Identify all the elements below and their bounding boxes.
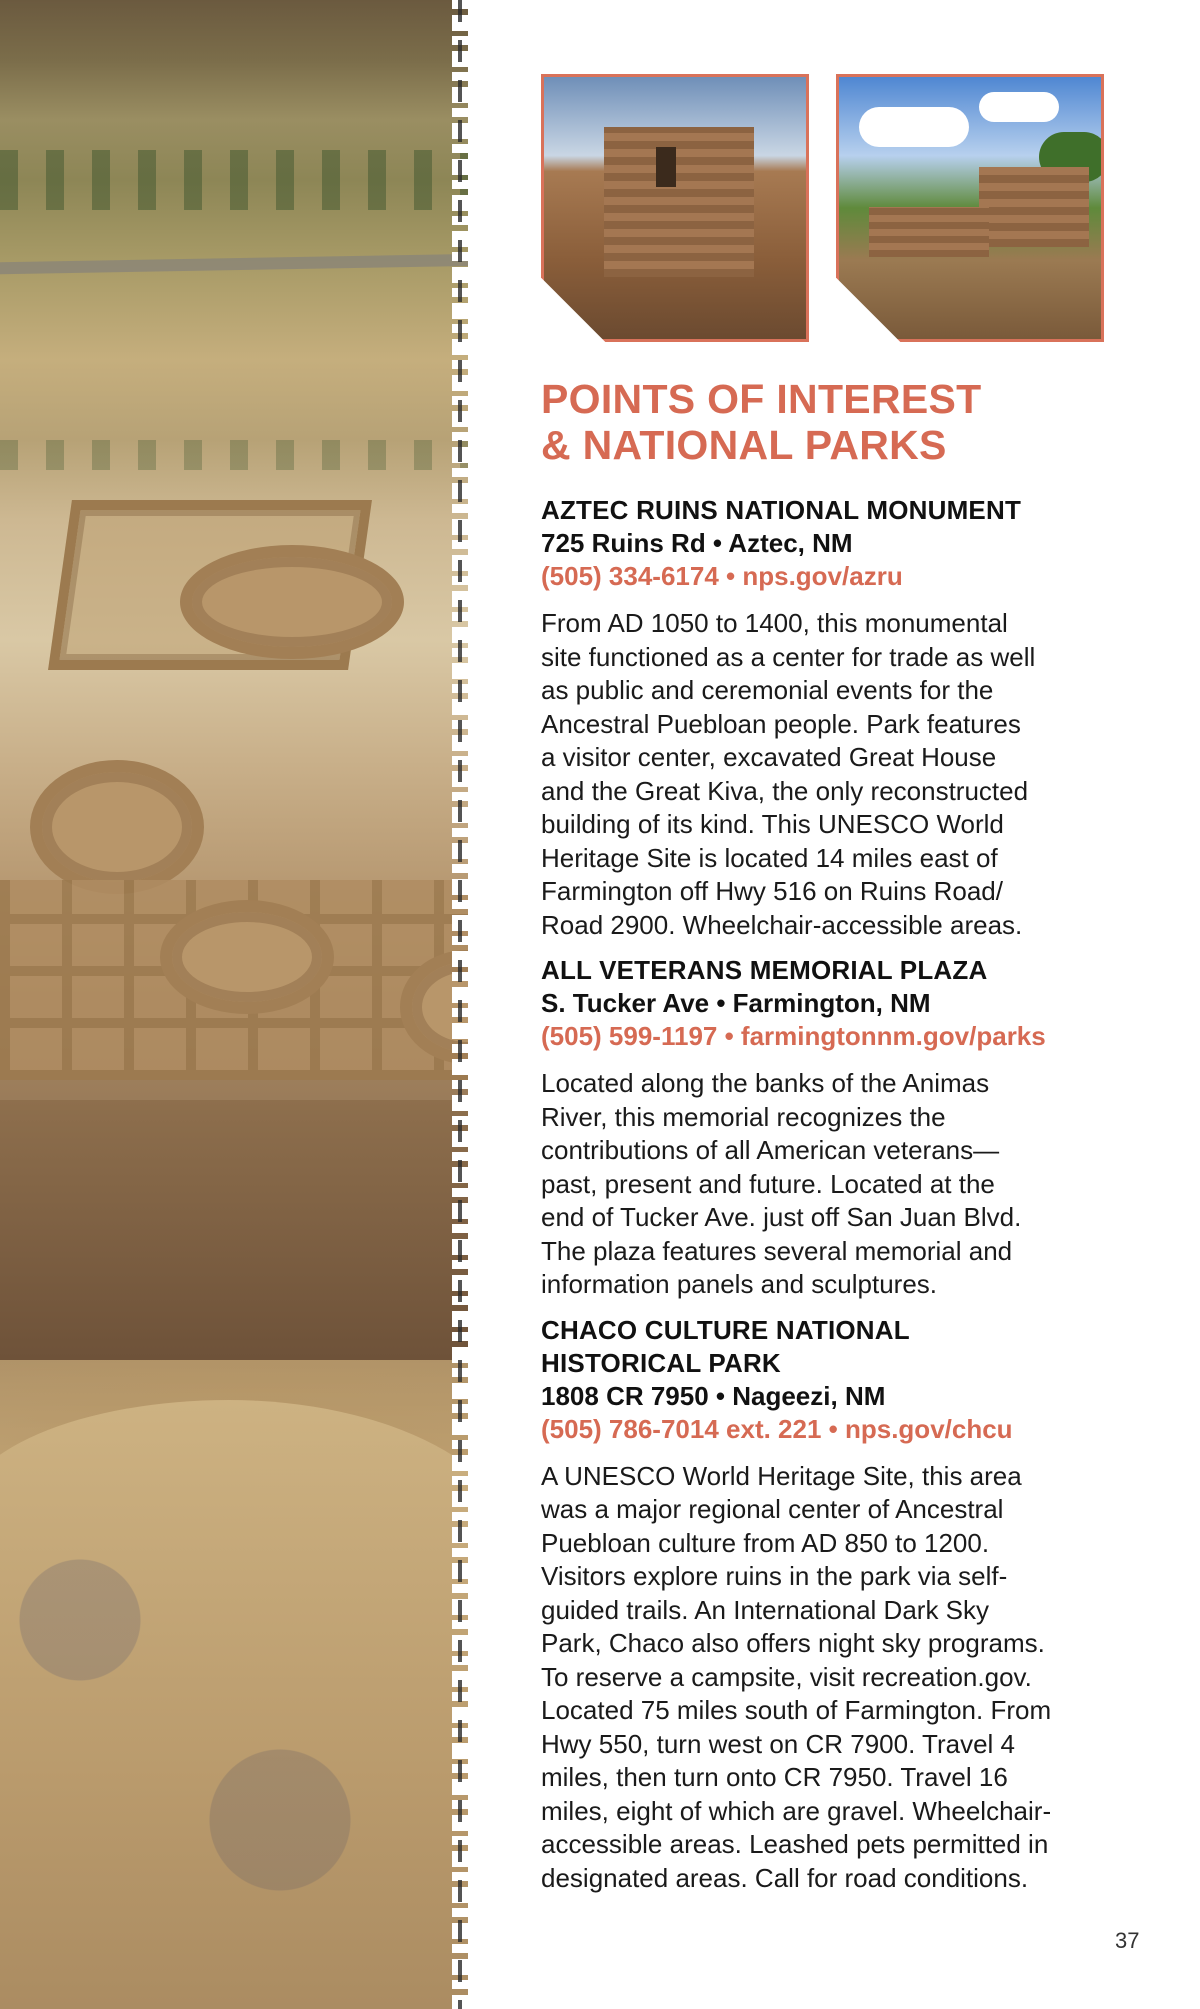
description-line: Located 75 miles south of Farmington. From (541, 1695, 1052, 1725)
description-line: miles, eight of which are gravel. Wheelchair- (541, 1795, 1052, 1826)
cloud (979, 92, 1059, 122)
listing-description (541, 1460, 1161, 1896)
stone-wall (979, 167, 1089, 247)
description-line: information panels and sculptures. (541, 1269, 938, 1299)
description-line: building of its kind. This UNESCO World (541, 809, 1004, 839)
doorway (656, 147, 676, 187)
listing-veterans-plaza (541, 954, 1161, 1302)
listing-description (541, 1067, 1161, 1302)
description-line: Hwy 550, turn west on CR 7900. Travel 4 (541, 1728, 1016, 1759)
kiva (30, 760, 204, 894)
page-number: 37 (1115, 1928, 1140, 1953)
description-line: a visitor center, excavated Great House (541, 742, 997, 772)
description-line: Puebloan culture from AD 850 to 1200. (541, 1527, 990, 1558)
shrub-row (0, 440, 468, 470)
great-kiva (180, 545, 404, 659)
description-line: River, this memorial recognizes the (541, 1101, 946, 1132)
section-heading-line: POINTS OF INTEREST (541, 376, 982, 422)
cliff-wall (0, 1100, 468, 1360)
description-line: From AD 1050 to 1400, this monumental (541, 608, 1008, 638)
listing-title-line: HISTORICAL PARK (541, 1347, 781, 1378)
description-line: The plaza features several memorial and (541, 1235, 1013, 1266)
description-line: site functioned as a center for trade as well (541, 641, 1036, 672)
description-line: end of Tucker Ave. just off San Juan Blvd. (541, 1202, 1022, 1232)
road-strip (0, 253, 468, 274)
description-line: Road 2900. Wheelchair-accessible areas. (541, 909, 1023, 940)
description-line: accessible areas. Leashed pets permitted in (541, 1829, 1049, 1859)
description-line: was a major regional center of Ancestral (541, 1494, 1004, 1524)
listing-title (541, 494, 1161, 527)
description-line: designated areas. Call for road conditions. (541, 1862, 1029, 1893)
description-line: miles, then turn onto CR 7950. Travel 16 (541, 1762, 1008, 1792)
listing-contact: (505) 599-1197 • farmingtonnm.gov/parks (541, 1021, 1046, 1051)
listing-aztec-ruins (541, 494, 1161, 942)
description-line: and the Great Kiva, the only reconstructed (541, 775, 1029, 806)
listing-contact: (505) 334-6174 • nps.gov/azru (541, 561, 903, 591)
ruins-grounds-thumbnail (836, 74, 1104, 342)
description-line: as public and ceremonial events for the (541, 675, 994, 705)
listing-address: 1808 CR 7950 • Nageezi, NM (541, 1380, 886, 1411)
description-line: Heritage Site is located 14 miles east of (541, 842, 998, 873)
shrub-row (0, 150, 468, 210)
kiva (160, 900, 334, 1014)
listing-title-line: ALL VETERANS MEMORIAL PLAZA (541, 955, 988, 985)
section-heading (541, 376, 1161, 468)
torn-edge-shadow (458, 0, 462, 2009)
listing-address: S. Tucker Ave • Farmington, NM (541, 988, 931, 1018)
listing-title (541, 1314, 1161, 1380)
description-line: Located along the banks of the Animas (541, 1068, 990, 1098)
description-line: A UNESCO World Heritage Site, this area (541, 1460, 1022, 1491)
stone-wall (604, 127, 754, 277)
description-line: To reserve a campsite, visit recreation.gov. (541, 1661, 1032, 1692)
description-line: Farmington off Hwy 516 on Ruins Road/ (541, 876, 1003, 906)
listing-title-line: AZTEC RUINS NATIONAL MONUMENT (541, 495, 1022, 525)
section-heading-line: & NATIONAL PARKS (541, 422, 947, 468)
points-of-interest-section (541, 376, 1161, 1895)
torn-paper-edge (452, 0, 478, 2009)
foreground-rock (0, 1400, 468, 2009)
ruins-wall-thumbnail (541, 74, 809, 342)
description-line: guided trails. An International Dark Sky (541, 1594, 990, 1625)
description-line: Park, Chaco also offers night sky programs. (541, 1628, 1045, 1658)
description-line: contributions of all American veterans— (541, 1135, 1000, 1165)
description-line: past, present and future. Located at the (541, 1168, 995, 1199)
listing-description (541, 607, 1161, 942)
listing-address: 725 Ruins Rd • Aztec, NM (541, 528, 853, 558)
listing-title (541, 954, 1161, 987)
description-line: Ancestral Puebloan people. Park features (541, 708, 1021, 739)
stone-wall (869, 207, 989, 257)
aerial-ruins-photo (0, 0, 468, 2009)
listing-title-line: CHACO CULTURE NATIONAL (541, 1314, 910, 1345)
listing-chaco-culture (541, 1314, 1161, 1896)
listing-contact: (505) 786-7014 ext. 221 • nps.gov/chcu (541, 1413, 1013, 1444)
cloud (859, 107, 969, 147)
description-line: Visitors explore ruins in the park via self- (541, 1561, 1008, 1591)
